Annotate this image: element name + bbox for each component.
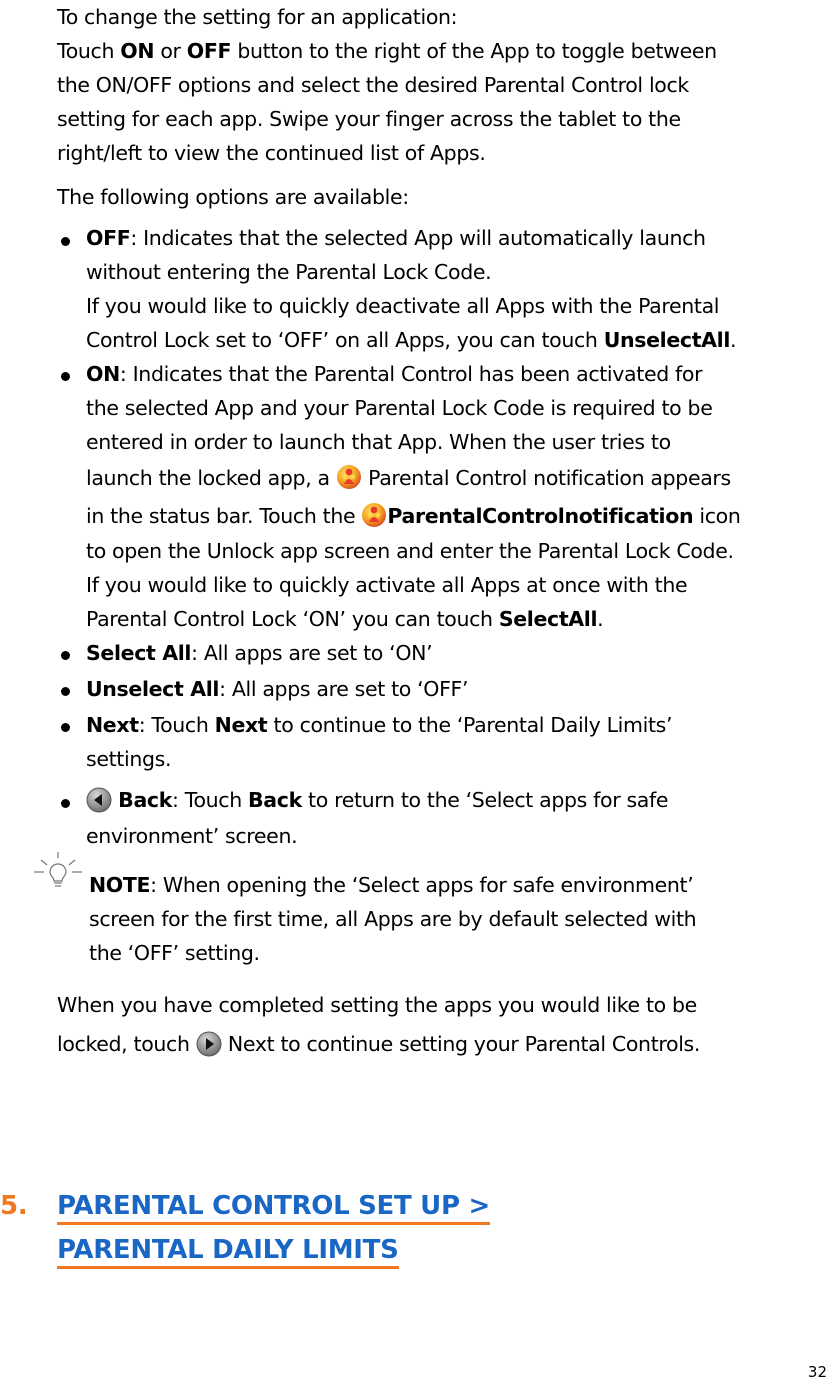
back-item-line-1: Back: Touch Back to return to the ‘Select apps for safe bbox=[86, 783, 668, 817]
on-term: ON bbox=[120, 39, 155, 63]
on-item-line-4: launch the locked app, a Parental Control notification appears bbox=[86, 466, 731, 490]
bullet bbox=[61, 651, 70, 660]
off-term: OFF bbox=[186, 39, 232, 63]
on-item-line-8: Parental Control Lock ‘ON’ you can touch SelectAll. bbox=[86, 607, 604, 631]
off-item-line-2: without entering the Parental Lock Code. bbox=[86, 260, 492, 284]
on-item-line-7: If you would like to quickly activate all Apps at once with the bbox=[86, 573, 688, 597]
off-item-line-3: If you would like to quickly deactivate all Apps with the Parental bbox=[86, 294, 720, 318]
section-title-line-1: PARENTAL CONTROL SET UP > bbox=[57, 1188, 490, 1224]
on-item-line-6: to open the Unlock app screen and enter the Parental Lock Code. bbox=[86, 539, 734, 563]
next-item-line-2: settings. bbox=[86, 747, 172, 771]
lightbulb-icon bbox=[31, 850, 85, 894]
next-arrow-icon bbox=[196, 1031, 222, 1057]
closing-line-2: locked, touch Next to continue setting your Parental Controls. bbox=[57, 1032, 701, 1056]
parental-control-notification-icon bbox=[336, 464, 362, 490]
unselect-all-item: Unselect All: All apps are set to ‘OFF’ bbox=[86, 677, 469, 701]
page-number: 32 bbox=[807, 1363, 827, 1381]
note-line-3: the ‘OFF’ setting. bbox=[89, 941, 260, 965]
parental-control-notification-icon bbox=[361, 502, 387, 528]
bullet bbox=[61, 237, 70, 246]
options-intro: The following options are available: bbox=[57, 185, 409, 209]
off-item-line-4: Control Lock set to ‘OFF’ on all Apps, you can touch UnselectAll. bbox=[86, 328, 737, 352]
bullet bbox=[61, 687, 70, 696]
intro-line-3: the ON/OFF options and select the desired Parental Control lock bbox=[57, 73, 689, 97]
back-arrow-icon bbox=[86, 787, 112, 813]
section-number: 5. bbox=[0, 1191, 28, 1221]
intro-line-1: To change the setting for an application: bbox=[57, 5, 458, 29]
section-title-line-2: PARENTAL DAILY LIMITS bbox=[57, 1232, 399, 1268]
on-item-line-1: ON: Indicates that the Parental Control has been activated for bbox=[86, 362, 703, 386]
note-line-1: NOTE: When opening the ‘Select apps for safe environment’ bbox=[89, 873, 694, 897]
intro-line-4: setting for each app. Swipe your finger across the tablet to the bbox=[57, 107, 681, 131]
on-item-line-2: the selected App and your Parental Lock Code is required to be bbox=[86, 396, 713, 420]
off-item-line-1: OFF: Indicates that the selected App will automatically launch bbox=[86, 226, 706, 250]
bullet bbox=[61, 372, 70, 381]
back-item-line-2: environment’ screen. bbox=[86, 824, 298, 848]
intro-line-2: Touch ON or OFF button to the right of the App to toggle between bbox=[57, 39, 717, 63]
next-item-line-1: Next: Touch Next to continue to the ‘Parental Daily Limits’ bbox=[86, 713, 673, 737]
closing-line-1: When you have completed setting the apps you would like to be bbox=[57, 993, 697, 1017]
bullet bbox=[61, 799, 70, 808]
on-item-line-5: in the status bar. Touch the ParentalControlnotification icon bbox=[86, 504, 741, 528]
on-item-line-3: entered in order to launch that App. When the user tries to bbox=[86, 430, 671, 454]
intro-line-5: right/left to view the continued list of Apps. bbox=[57, 141, 486, 165]
select-all-item: Select All: All apps are set to ‘ON’ bbox=[86, 641, 433, 665]
bullet bbox=[61, 723, 70, 732]
note-line-2: screen for the first time, all Apps are by default selected with bbox=[89, 907, 697, 931]
